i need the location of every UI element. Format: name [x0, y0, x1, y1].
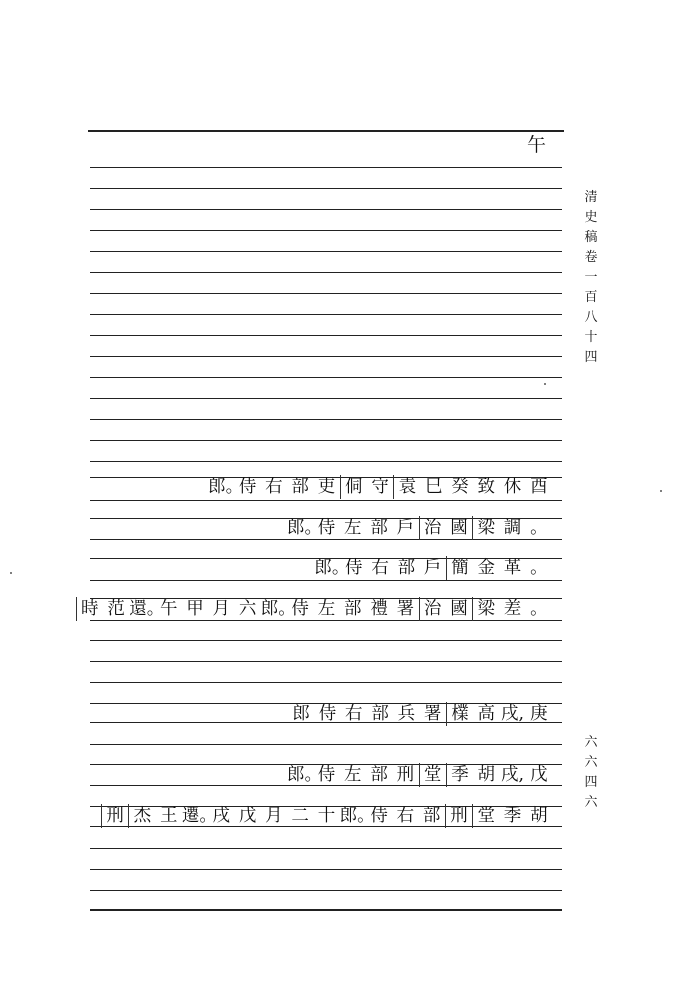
text-character: 右	[371, 558, 389, 578]
page-number-character: 六	[584, 755, 598, 770]
ruled-line	[90, 661, 562, 662]
text-character: 檏	[446, 702, 473, 726]
margin-title-character: 百	[584, 290, 598, 305]
text-row	[81, 597, 562, 621]
text-character: 堂	[419, 763, 446, 787]
text-character: 郎	[292, 704, 310, 724]
text-character: 部	[370, 765, 388, 785]
text-character: 范	[107, 599, 125, 619]
text-character: 杰	[128, 804, 155, 828]
text-character: 遷。	[181, 806, 217, 826]
text-character: 署	[423, 704, 442, 724]
margin-title-character: 史	[584, 210, 598, 225]
row-characters	[314, 556, 552, 580]
text-character: 刑	[445, 804, 472, 828]
text-character: 午	[159, 599, 178, 619]
text-character: 刑	[101, 804, 128, 828]
text-character: 癸	[451, 477, 469, 497]
row-characters	[288, 702, 552, 726]
ruled-line	[90, 356, 562, 357]
text-character: 部	[370, 518, 388, 538]
text-character: 金	[477, 558, 495, 578]
text-character: 六	[238, 599, 257, 619]
text-character: 戊	[530, 765, 548, 785]
ruled-line	[90, 682, 562, 683]
text-character: 時	[76, 597, 103, 621]
text-character: 梁	[472, 516, 499, 540]
text-character: 高	[477, 704, 495, 724]
text-character: 侍	[291, 599, 309, 619]
text-character: 左	[344, 765, 362, 785]
text-character: 刑	[396, 765, 415, 785]
ruled-line	[90, 848, 562, 849]
text-character: 部	[291, 477, 309, 497]
text-character: 守	[371, 477, 389, 497]
ruled-line	[90, 640, 562, 641]
ruled-line	[90, 398, 562, 399]
text-character: 酉	[530, 477, 548, 497]
text-row	[88, 475, 562, 499]
text-row	[88, 556, 562, 580]
text-character: 革	[503, 558, 522, 578]
text-character: 郎。	[208, 477, 244, 497]
ruled-line	[90, 440, 562, 441]
text-character: 戌,	[501, 765, 525, 785]
text-character: 郎。	[339, 806, 375, 826]
ruled-line	[90, 314, 562, 315]
text-character: 戶	[423, 558, 442, 578]
ink-speck	[10, 572, 12, 574]
text-row	[88, 804, 562, 828]
text-character: 簡	[446, 556, 473, 580]
text-character: 侍	[345, 558, 363, 578]
ruled-line	[90, 209, 562, 210]
margin-page-number	[584, 733, 598, 813]
text-character: 十	[317, 806, 336, 826]
text-character: 。	[530, 599, 548, 619]
page-number-character: 六	[584, 795, 598, 810]
text-character: 季	[446, 763, 473, 787]
row-characters	[287, 516, 552, 540]
text-character: 。	[530, 558, 548, 578]
text-character: 右	[265, 477, 283, 497]
text-character: 郎。	[260, 599, 296, 619]
page-number-character: 六	[584, 735, 598, 750]
ruled-line	[90, 230, 562, 231]
ruled-line	[90, 272, 562, 273]
ruled-line	[90, 251, 562, 252]
text-character: 巳	[424, 477, 443, 497]
text-character: 季	[503, 806, 522, 826]
header-character: 午	[527, 134, 547, 156]
text-character: 戊	[238, 806, 257, 826]
ruled-line	[90, 419, 562, 420]
ruled-line	[88, 130, 564, 132]
text-character: 梁	[472, 597, 499, 621]
ruled-line	[90, 890, 562, 891]
ruled-line	[90, 909, 562, 911]
text-character: 。	[530, 518, 548, 538]
text-character: 致	[477, 477, 495, 497]
margin-title-character: 八	[584, 310, 598, 325]
ruled-line	[90, 869, 562, 870]
margin-book-title	[584, 188, 598, 368]
row-characters	[208, 475, 552, 499]
text-row	[88, 702, 562, 726]
ruled-line	[90, 188, 562, 189]
margin-title-character: 清	[584, 190, 598, 205]
text-character: 侍	[317, 765, 336, 785]
text-character: 月	[265, 806, 283, 826]
ink-speck	[660, 490, 662, 492]
text-character: 左	[344, 518, 362, 538]
text-character: 部	[397, 558, 416, 578]
text-character: 禮	[370, 599, 388, 619]
text-character: 侍	[370, 806, 388, 826]
ruled-line	[90, 744, 562, 745]
text-character: 部	[422, 806, 441, 826]
text-character: 戶	[396, 518, 415, 538]
row-characters	[101, 804, 552, 828]
text-character: 治	[419, 516, 446, 540]
ruled-line	[90, 335, 562, 336]
text-row	[88, 516, 562, 540]
text-character: 右	[345, 704, 363, 724]
text-character: 侍	[317, 518, 336, 538]
text-character: 侍	[318, 704, 337, 724]
text-character: 月	[212, 599, 231, 619]
text-character: 胡	[477, 765, 495, 785]
text-character: 戌,	[501, 704, 525, 724]
margin-title-character: 十	[584, 330, 598, 345]
margin-title-character: 一	[584, 270, 598, 285]
text-character: 庚	[530, 704, 548, 724]
text-character: 堂	[472, 804, 499, 828]
text-character: 調	[503, 518, 522, 538]
ruled-line	[90, 167, 562, 168]
text-character: 王	[159, 806, 178, 826]
text-character: 郎。	[287, 518, 323, 538]
text-character: 侍	[238, 477, 257, 497]
text-character: 治	[419, 597, 446, 621]
ruled-line	[90, 580, 562, 581]
text-character: 郎。	[287, 765, 323, 785]
text-character: 胡	[530, 806, 548, 826]
text-character: 侗	[340, 475, 367, 499]
text-character: 休	[503, 477, 522, 497]
text-character: 袁	[393, 475, 420, 499]
text-character: 二	[291, 806, 309, 826]
text-character: 署	[396, 599, 415, 619]
margin-title-character: 卷	[584, 250, 598, 265]
ruled-line	[90, 293, 562, 294]
margin-title-character: 四	[584, 350, 598, 365]
ruled-line	[90, 461, 562, 462]
text-character: 國	[450, 599, 468, 619]
ink-speck	[544, 383, 546, 385]
text-character: 兵	[397, 704, 416, 724]
text-character: 還。	[129, 599, 165, 619]
text-character: 郎。	[314, 558, 350, 578]
text-character: 甲	[186, 599, 204, 619]
page-number-character: 四	[584, 775, 598, 790]
text-character: 部	[344, 599, 362, 619]
text-character: 左	[317, 599, 336, 619]
ruled-line	[90, 377, 562, 378]
text-character: 右	[396, 806, 415, 826]
text-character: 戌	[212, 806, 231, 826]
text-character: 國	[450, 518, 468, 538]
ruled-line	[90, 500, 562, 501]
row-characters	[287, 763, 552, 787]
margin-title-character: 稿	[584, 230, 598, 245]
text-character: 差	[503, 599, 522, 619]
text-character: 吏	[317, 477, 336, 497]
text-character: 部	[371, 704, 389, 724]
row-characters	[76, 597, 552, 621]
text-row	[88, 763, 562, 787]
